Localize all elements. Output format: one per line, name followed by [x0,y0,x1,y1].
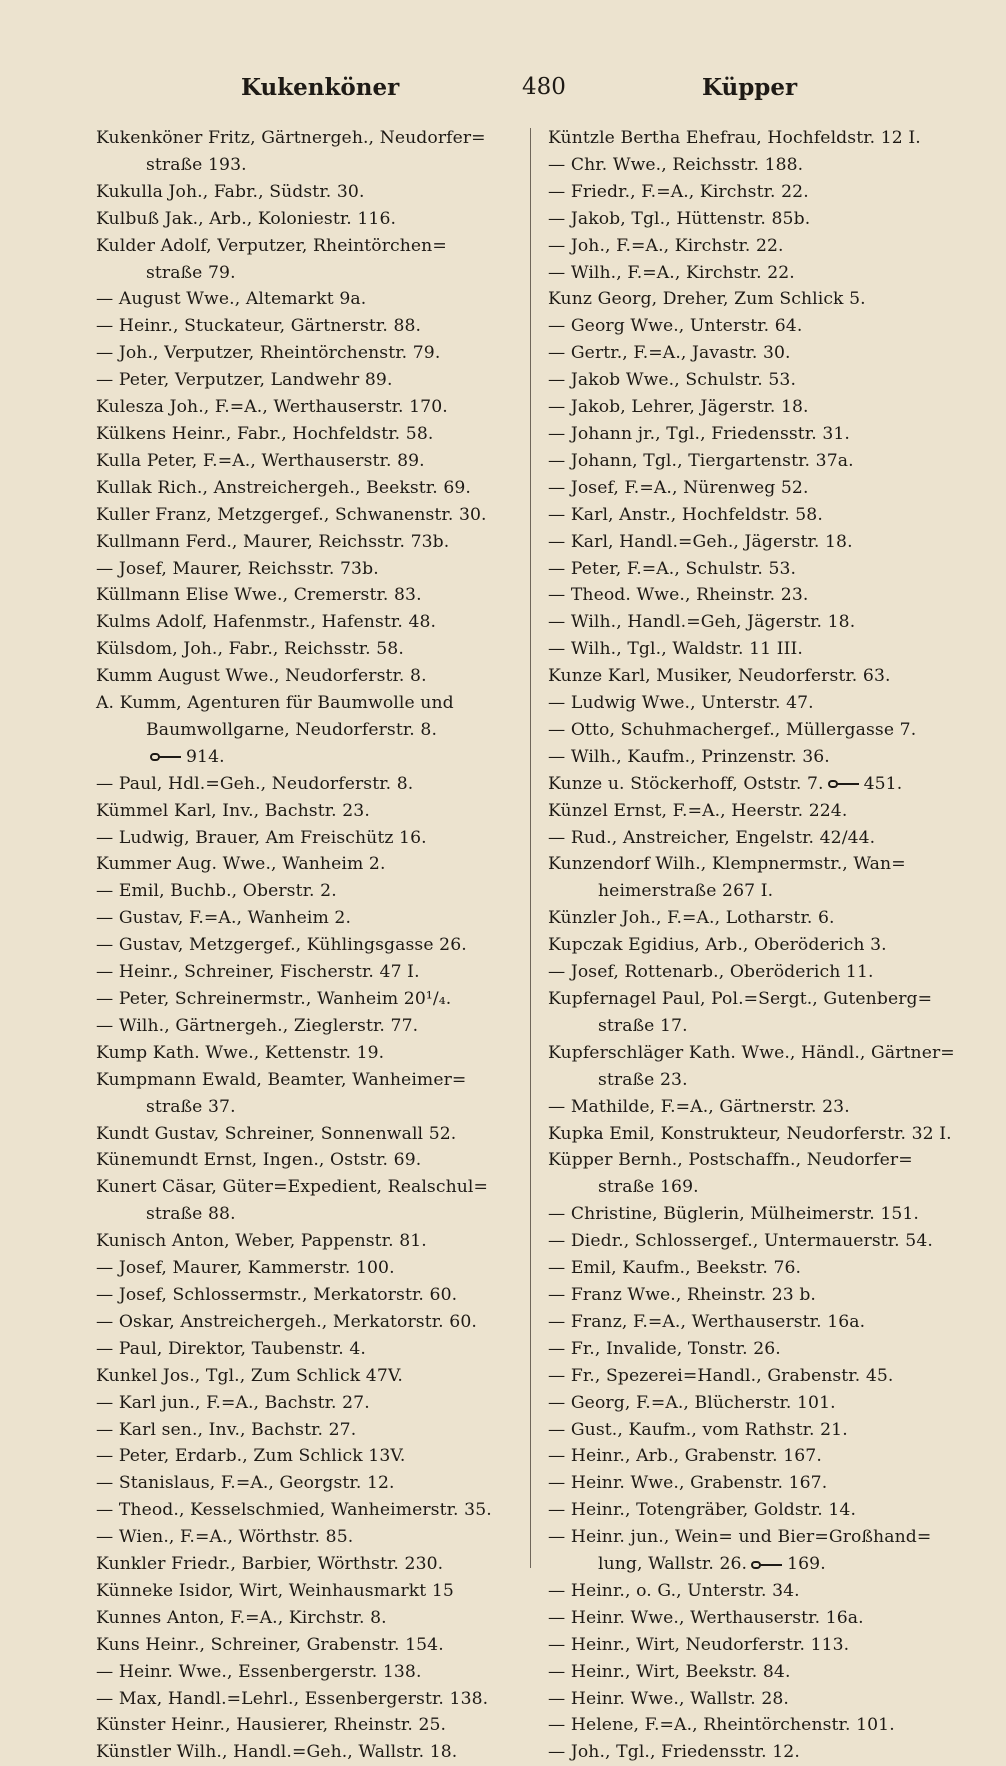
entry-continuation-text: straße 37. [146,1096,236,1117]
entry-text: Kummer Aug. Wwe., Wanheim 2. [96,854,386,875]
entry-continuation [548,878,978,905]
directory-entry [96,1067,528,1121]
directory-entry [96,340,528,367]
entry-text: Künzler Joh., F.=A., Lotharstr. 6. [548,908,835,929]
directory-entry [96,825,528,852]
entry-text: — Wilh., Gärtnergeh., Zieglerstr. 77. [96,1015,419,1036]
directory-entry [548,367,978,394]
entry-continuation [96,1201,528,1228]
telephone-number: 169. [787,1554,826,1575]
entry-text: Kundt Gustav, Schreiner, Sonnenwall 52. [96,1123,457,1144]
directory-entry [548,1336,978,1363]
telephone-key-icon [751,1560,783,1570]
entry-text: Kukenköner Fritz, Gärtnergeh., Neudorfer= [96,128,486,148]
entry-continuation-text: straße 17. [598,1015,688,1036]
directory-entry [548,663,978,690]
entry-text: Külkens Heinr., Fabr., Hochfeldstr. 58. [96,423,434,444]
directory-entry [548,1390,978,1417]
right-column [548,125,978,1766]
entry-text: Kulla Peter, F.=A., Werthauserstr. 89. [96,450,425,471]
entry-text: Kukulla Joh., Fabr., Südstr. 30. [96,181,365,202]
entry-text: Künstler Wilh., Handl.=Geh., Wallstr. 18. [96,1742,458,1763]
directory-entry [96,206,528,233]
telephone-number: 451. [863,773,903,794]
entry-text: — Jakob, Lehrer, Jägerstr. 18. [548,397,809,418]
directory-entry [548,1309,978,1336]
directory-entry [548,448,978,475]
directory-entry [548,1094,978,1121]
directory-entry [548,609,978,636]
entry-text: — Josef, Schlossermstr., Merkatorstr. 60. [96,1284,458,1305]
directory-entry [96,1497,528,1524]
directory-entry [548,529,978,556]
directory-entry [96,1363,528,1390]
entry-text: — Franz Wwe., Rheinstr. 23 b. [548,1284,816,1305]
entry-text: Kulbuß Jak., Arb., Koloniestr. 116. [96,208,397,229]
directory-entry [96,1174,528,1228]
directory-entry [548,313,978,340]
entry-text: Kunkler Friedr., Barbier, Wörthstr. 230. [96,1554,444,1575]
entry-text: — Heinr., Totengräber, Goldstr. 14. [548,1500,857,1521]
entry-text: — Emil, Buchb., Oberstr. 2. [96,881,337,902]
directory-entry [96,609,528,636]
entry-text: — Gustav, Metzgergef., Kühlingsgasse 26. [96,935,467,956]
entry-text: — Georg, F.=A., Blücherstr. 101. [548,1392,836,1413]
directory-entry [96,1147,528,1174]
entry-text: — Wilh., Kaufm., Prinzenstr. 36. [548,746,830,767]
entry-text: — Johann jr., Tgl., Friedensstr. 31. [548,423,850,444]
entry-text: Kumm August Wwe., Neudorferstr. 8. [96,666,427,687]
directory-entry [96,1659,528,1686]
directory-entry [548,421,978,448]
directory-entry [548,1524,978,1578]
directory-entry [548,1632,978,1659]
entry-text: Kullmann Ferd., Maurer, Reichsstr. 73b. [96,531,450,552]
directory-entry [96,1551,528,1578]
entry-text: — Josef, F.=A., Nürenweg 52. [548,477,809,498]
directory-entry [548,179,978,206]
directory-entry [96,986,528,1013]
entry-text: Kupczak Egidius, Arb., Oberöderich 3. [548,935,887,956]
directory-entry [96,636,528,663]
directory-entry [96,556,528,583]
entry-text: — Fr., Invalide, Tonstr. 26. [548,1338,781,1359]
entry-text: — Theod., Kesselschmied, Wanheimerstr. 35. [96,1500,492,1521]
directory-entry [96,851,528,878]
entry-continuation-text: straße 169. [598,1177,699,1198]
entry-text: — Chr. Wwe., Reichsstr. 188. [548,154,804,175]
entry-text: — Heinr., Wirt, Neudorferstr. 113. [548,1634,850,1655]
directory-entry [96,1336,528,1363]
directory-entry [548,932,978,959]
entry-text: — Heinr. jun., Wein= und Bier=Großhand= [548,1527,932,1548]
entry-text: Küllmann Elise Wwe., Cremerstr. 83. [96,585,422,606]
entry-text: — Theod. Wwe., Rheinstr. 23. [548,585,809,606]
entry-continuation [548,1067,978,1094]
entry-text: Kuller Franz, Metzgergef., Schwanenstr. 30. [96,504,487,525]
entry-continuation-text: heimerstraße 267 I. [598,881,774,902]
entry-text: — Stanislaus, F.=A., Georgstr. 12. [96,1473,395,1494]
entry-continuation [96,717,528,744]
entry-continuation [548,1013,978,1040]
entry-text: Kulesza Joh., F.=A., Werthauserstr. 170. [96,397,448,418]
entry-text: Külsdom, Joh., Fabr., Reichsstr. 58. [96,639,404,660]
directory-entry [96,421,528,448]
directory-entry [548,475,978,502]
entry-text: — Gust., Kaufm., vom Rathstr. 21. [548,1419,848,1440]
directory-entry [548,556,978,583]
directory-entry [96,1578,528,1605]
directory-entry [548,1255,978,1282]
directory-entry [96,690,528,744]
directory-entry [548,1712,978,1739]
entry-text: Kümmel Karl, Inv., Bachstr. 23. [96,800,370,821]
left-column [96,125,528,1766]
entry-text: — Wilh., F.=A., Kirchstr. 22. [548,262,795,283]
directory-entry [548,1497,978,1524]
entry-text: — Fr., Spezerei=Handl., Grabenstr. 45. [548,1365,894,1386]
entry-continuation [548,1551,978,1578]
directory-entry [548,717,978,744]
directory-entry [548,394,978,421]
directory-entry [96,798,528,825]
directory-entry [548,286,978,313]
directory-entry [96,1390,528,1417]
entry-text: — Friedr., F.=A., Kirchstr. 22. [548,181,809,202]
entry-continuation-text: lung, Wallstr. 26. [598,1554,748,1575]
telephone-key-icon [828,779,860,789]
entry-text: A. Kumm, Agenturen für Baumwolle und [96,693,454,714]
entry-text: — Jakob, Tgl., Hüttenstr. 85b. [548,208,811,229]
directory-entry [96,1255,528,1282]
entry-continuation [96,152,528,179]
entry-text: Künemundt Ernst, Ingen., Oststr. 69. [96,1150,422,1171]
directory-entry [96,878,528,905]
entry-text: — Paul, Direktor, Taubenstr. 4. [96,1338,366,1359]
directory-entry [548,905,978,932]
entry-text: Kunisch Anton, Weber, Pappenstr. 81. [96,1231,427,1252]
entry-continuation [548,1174,978,1201]
entry-text: — Joh., F.=A., Kirchstr. 22. [548,235,784,256]
directory-entry [96,905,528,932]
directory-entry [548,502,978,529]
directory-entry [548,636,978,663]
directory-entry [96,663,528,690]
directory-entry [96,367,528,394]
telephone-key-icon [150,752,182,762]
entry-continuation [96,260,528,287]
directory-entry [548,1739,978,1766]
entry-text: Kunze u. Stöckerhoff, Oststr. 7. [548,773,824,794]
entry-text: — Otto, Schuhmachergef., Müllergasse 7. [548,719,917,740]
entry-text: — Franz, F.=A., Werthauserstr. 16a. [548,1311,866,1332]
directory-entry [96,1605,528,1632]
entry-text: — Joh., Verputzer, Rheintörchenstr. 79. [96,343,441,364]
entry-text: — Helene, F.=A., Rheintörchenstr. 101. [548,1715,895,1736]
entry-text: — Heinr. Wwe., Essenbergerstr. 138. [96,1661,422,1682]
entry-text: — Josef, Rottenarb., Oberöderich 11. [548,962,874,983]
directory-entry [548,582,978,609]
directory-entry [548,1228,978,1255]
entry-text: — Diedr., Schlossergef., Untermauerstr. 54. [548,1231,933,1252]
entry-text: Kulder Adolf, Verputzer, Rheintörchen= [96,235,447,256]
directory-entry [548,1147,978,1201]
entry-text: Kunz Georg, Dreher, Zum Schlick 5. [548,289,866,310]
directory-entry [96,582,528,609]
entry-text: Kuns Heinr., Schreiner, Grabenstr. 154. [96,1634,444,1655]
entry-text: — Ludwig, Brauer, Am Freischütz 16. [96,827,427,848]
entry-text: — Heinr. Wwe., Wallstr. 28. [548,1688,789,1709]
directory-entry [96,1228,528,1255]
entry-text: — Karl sen., Inv., Bachstr. 27. [96,1419,357,1440]
entry-text: Kumpmann Ewald, Beamter, Wanheimer= [96,1069,467,1090]
directory-entry [548,152,978,179]
directory-entry [548,771,978,798]
entry-text: — Heinr. Wwe., Werthauserstr. 16a. [548,1607,864,1628]
directory-entry [548,825,978,852]
entry-continuation [96,1094,528,1121]
entry-text: — Josef, Maurer, Kammerstr. 100. [96,1258,395,1279]
entry-text: Künzel Ernst, F.=A., Heerstr. 224. [548,800,848,821]
telephone-number: 914. [186,746,225,767]
directory-entry [96,1712,528,1739]
entry-text: — Georg Wwe., Unterstr. 64. [548,316,803,337]
directory-entry [548,986,978,1040]
entry-text: Kulms Adolf, Hafenmstr., Hafenstr. 48. [96,612,437,633]
directory-entry [96,475,528,502]
entry-text: — Gertr., F.=A., Javastr. 30. [548,343,791,364]
directory-entry [548,340,978,367]
directory-entry [548,690,978,717]
directory-entry [96,233,528,287]
header-left-keyword: Kukenköner [241,74,400,101]
entry-text: — Heinr., Wirt, Beekstr. 84. [548,1661,791,1682]
entry-text: — Emil, Kaufm., Beekstr. 76. [548,1258,802,1279]
entry-continuation-text: straße 79. [146,262,236,283]
directory-entry [96,744,528,771]
directory-entry [96,1739,528,1766]
directory-entry [96,394,528,421]
directory-entry [548,260,978,287]
entry-text: Küntzle Bertha Ehefrau, Hochfeldstr. 12 I. [548,128,921,148]
entry-text: — Gustav, F.=A., Wanheim 2. [96,908,352,929]
directory-entry [96,1040,528,1067]
directory-entry [96,1013,528,1040]
directory-entry [548,1659,978,1686]
directory-entry [96,502,528,529]
entry-text: — Wilh., Tgl., Waldstr. 11 III. [548,639,803,660]
entry-text: Künneke Isidor, Wirt, Weinhausmarkt 15 [96,1580,454,1601]
entry-text: — Peter, Verputzer, Landwehr 89. [96,370,393,391]
directory-entry [548,1470,978,1497]
directory-entry [96,1524,528,1551]
directory-entry [548,1363,978,1390]
directory-entry [96,1282,528,1309]
entry-text: Kump Kath. Wwe., Kettenstr. 19. [96,1042,385,1063]
entry-text: — Ludwig Wwe., Unterstr. 47. [548,693,814,714]
directory-entry [96,771,528,798]
entry-text: — Josef, Maurer, Reichsstr. 73b. [96,558,379,579]
entry-text: — Christine, Büglerin, Mülheimerstr. 151. [548,1204,919,1225]
directory-entry [548,233,978,260]
directory-entry [548,1201,978,1228]
entry-continuation-text: straße 23. [598,1069,688,1090]
entry-text: — Joh., Tgl., Friedensstr. 12. [548,1742,800,1763]
directory-entry [96,179,528,206]
page-number: 480 [522,74,566,100]
entry-text: Kupfernagel Paul, Pol.=Sergt., Gutenberg= [548,989,933,1009]
directory-entry [96,1443,528,1470]
column-divider [530,128,531,1568]
directory-entry [96,529,528,556]
entry-text: — Paul, Hdl.=Geh., Neudorferstr. 8. [96,773,414,794]
entry-text: — Heinr., Stuckateur, Gärtnerstr. 88. [96,316,422,337]
directory-entry [96,1470,528,1497]
directory-entry [548,1417,978,1444]
entry-text: — Heinr., Arb., Grabenstr. 167. [548,1446,822,1467]
entry-text: — Peter, Schreinermstr., Wanheim 20¹/₄. [96,989,452,1009]
directory-entry [548,851,978,905]
entry-text: — Karl, Anstr., Hochfeldstr. 58. [548,504,823,525]
entry-text: — Mathilde, F.=A., Gärtnerstr. 23. [548,1096,850,1117]
entry-text: — August Wwe., Altemarkt 9a. [96,289,367,310]
entry-text: — Wien., F.=A., Wörthstr. 85. [96,1527,354,1548]
entry-text: Künster Heinr., Hausierer, Rheinstr. 25. [96,1715,447,1736]
directory-entry [96,313,528,340]
directory-entry [96,1309,528,1336]
directory-entry [548,1282,978,1309]
entry-text: — Heinr., o. G., Unterstr. 34. [548,1580,800,1601]
entry-text: — Karl jun., F.=A., Bachstr. 27. [96,1392,370,1413]
directory-entry [548,744,978,771]
entry-text: — Jakob Wwe., Schulstr. 53. [548,370,797,391]
directory-entry [96,959,528,986]
entry-text: — Max, Handl.=Lehrl., Essenbergerstr. 138. [96,1688,489,1709]
entry-text: — Heinr. Wwe., Grabenstr. 167. [548,1473,828,1494]
directory-entry [548,206,978,233]
entry-text: — Peter, Erdarb., Zum Schlick 13V. [96,1446,406,1467]
directory-entry [96,1417,528,1444]
entry-text: — Peter, F.=A., Schulstr. 53. [548,558,797,579]
entry-continuation-text: Baumwollgarne, Neudorferstr. 8. [146,719,438,740]
entry-text: — Heinr., Schreiner, Fischerstr. 47 I. [96,962,420,983]
directory-entry [548,1040,978,1094]
directory-entry [96,1632,528,1659]
entry-continuation-text: straße 88. [146,1204,236,1225]
header-right-keyword: Küpper [702,74,798,101]
entry-text: Kunnes Anton, F.=A., Kirchstr. 8. [96,1607,387,1628]
directory-entry [548,1605,978,1632]
entry-text: — Wilh., Handl.=Geh, Jägerstr. 18. [548,612,856,633]
entry-text: — Johann, Tgl., Tiergartenstr. 37a. [548,450,854,471]
entry-text: Kullak Rich., Anstreichergeh., Beekstr. 69. [96,477,471,498]
directory-entry [548,125,978,152]
entry-text: Kupferschläger Kath. Wwe., Händl., Gärtner= [548,1042,955,1063]
directory-entry [96,1121,528,1148]
directory-entry [548,1121,978,1148]
directory-entry [548,959,978,986]
entry-text: — Rud., Anstreicher, Engelstr. 42/44. [548,827,876,848]
entry-text: Kunzendorf Wilh., Klempnermstr., Wan= [548,854,906,875]
entry-text: Kunert Cäsar, Güter=Expedient, Realschul= [96,1177,489,1198]
page-header [96,66,946,106]
entry-text: Kupka Emil, Konstrukteur, Neudorferstr. 32 I. [548,1123,952,1144]
directory-entry [96,286,528,313]
directory-entry [96,932,528,959]
directory-entry [548,1443,978,1470]
entry-text: — Karl, Handl.=Geh., Jägerstr. 18. [548,531,853,552]
entry-continuation-text: straße 193. [146,154,247,175]
directory-entry [96,448,528,475]
directory-entry [548,1578,978,1605]
directory-entry [548,798,978,825]
entry-text: Kunkel Jos., Tgl., Zum Schlick 47V. [96,1365,403,1386]
directory-entry [548,1686,978,1713]
entry-text: — Oskar, Anstreichergeh., Merkatorstr. 60. [96,1311,477,1332]
entry-text: Kunze Karl, Musiker, Neudorferstr. 63. [548,666,891,687]
entry-text: Küpper Bernh., Postschaffn., Neudorfer= [548,1150,913,1171]
directory-entry [96,1686,528,1713]
directory-entry [96,125,528,179]
